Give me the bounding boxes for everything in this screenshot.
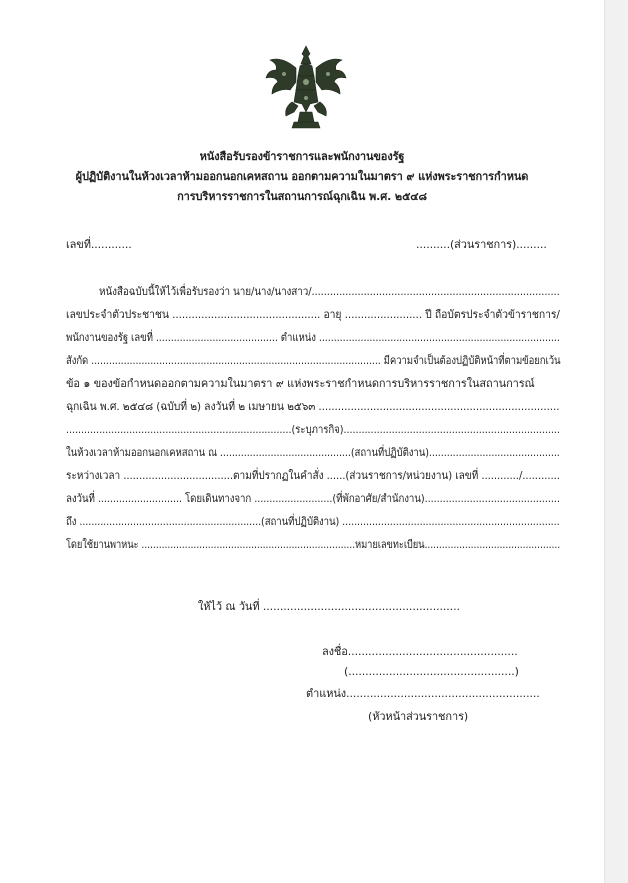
body-line-mission: ...........................................................................(ระบุภารกิจ)........................................................................ — [66, 423, 560, 436]
body-line-travel-to: ถึง .............................................................(สถานที่ปฏิบัติงาน) ......................................................................... — [66, 515, 560, 528]
body-line-vehicle: โดยใช้ยานพาหนะ ..........................................................................หมายเลขทะเบียน............................................... — [66, 538, 561, 551]
signature-name-line: (.................................................) — [344, 665, 519, 678]
body-line-decree-date: ฉุกเฉิน พ.ศ. ๒๕๔๘ (ฉบับที่ ๒) ลงวันที่ ๒ เมษายน ๒๕๖๓ ........................................................................... — [66, 400, 560, 413]
signature-position-line: ตำแหน่ง......................................................... — [306, 687, 540, 700]
body-line-clause: ข้อ ๑ ของข้อกำหนดออกตามความในมาตรา ๙ แห่งพระราชกำหนดการบริหารราชการในสถานการณ์ — [66, 377, 535, 390]
body-line-workplace: ในห้วงเวลาห้ามออกนอกเคหสถาน ณ ............................................(สถานที่ปฏิบัติงาน)............................................ — [66, 446, 560, 459]
document-title-1: หนังสือรับรองข้าราชการและพนักงานของรัฐ — [199, 150, 405, 163]
body-line-position: พนักงานของรัฐ เลขที่ ......................................... ตำแหน่ง ................................................................................. — [66, 331, 560, 344]
garuda-emblem-icon — [264, 42, 348, 130]
body-line-time: ระหว่างเวลา ...................................ตามที่ปรากฏในคำสั่ง ......(ส่วนราชการ/หน่วยงาน) เลขที่ ............/............ — [66, 469, 560, 482]
signature-role-label: (หัวหน้าส่วนราชการ) — [368, 710, 469, 723]
body-line-id: เลขประจำตัวประชาชน .............................................. อายุ ........................ ปี ถือบัตรประจำตัวข้าราชการ/ — [66, 308, 560, 321]
document-title-2: ผู้ปฏิบัติงานในห้วงเวลาห้ามออกนอกเคหสถาน ออกตามความในมาตรา ๙ แห่งพระราชการกำหนด — [75, 170, 529, 183]
agency-field: ..........(ส่วนราชการ)......... — [416, 238, 547, 251]
document-title-3: การบริหารราชการในสถานการณ์ฉุกเฉิน พ.ศ. ๒๕๔๘ — [177, 190, 427, 203]
given-date-line: ให้ไว้ ณ วันที่ .......................................................... — [198, 600, 460, 613]
body-line-name: หนังสือฉบับนี้ให้ไว้เพื่อรับรองว่า นาย/นาง/นางสาว/................................................................................. — [99, 285, 560, 298]
document-number-field: เลขที่............ — [66, 238, 132, 251]
body-line-travel-from: ลงวันที่ ............................ โดยเดินทางจาก ..........................(ที่พักอาศัย/สำนักงาน)............................................. — [66, 492, 560, 505]
body-line-affiliation: สังกัด .................................................................................................. มีความจำเป็นต้องปฏิบัติหน้าที่ตามข้อยกเว้น — [66, 354, 561, 367]
signature-line: ลงชื่อ.................................................. — [322, 645, 518, 658]
